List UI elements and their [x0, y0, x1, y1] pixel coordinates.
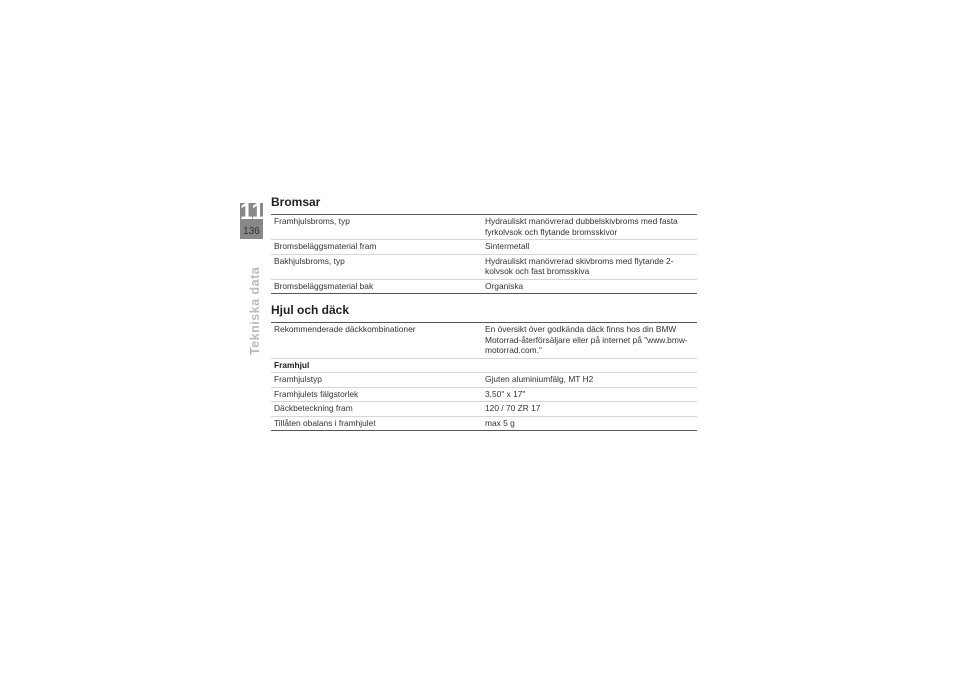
table-row [271, 416, 697, 431]
row-value: 120 / 70 ZR 17 [485, 403, 541, 413]
table-row [271, 239, 697, 254]
row-key: Framhjulsbroms, typ [274, 216, 350, 226]
section-title-brakes: Bromsar [271, 195, 321, 209]
row-value: En översikt över godkända däck finns hos din BMW Motorrad-återförsäljare eller på internet på "www.bmw-motorrad.com." [485, 324, 688, 355]
row-key: Bakhjulsbroms, typ [274, 255, 345, 266]
table-subheader [271, 358, 697, 373]
table-row [271, 215, 697, 239]
table-row [271, 387, 697, 402]
row-key: Framhjulstyp [274, 374, 322, 384]
row-key: Rekommenderade däckkombinationer [274, 324, 416, 334]
wheels-table [271, 322, 697, 431]
row-key: Däckbeteckning fram [274, 403, 353, 413]
table-row [271, 372, 697, 387]
row-value: Organiska [485, 280, 524, 291]
table-row [271, 323, 697, 358]
row-value: 3,50" x 17" [485, 388, 526, 399]
row-value: max 5 g [485, 417, 515, 428]
row-value: Gjuten aluminiumfälg, MT H2 [485, 374, 594, 384]
brakes-table [271, 214, 697, 294]
row-key: Bromsbeläggsmaterial bak [274, 280, 374, 291]
row-value: Hydrauliskt manövrerad dubbelskivbroms med fasta fyrkolvsok och flytande bromsskivor [485, 216, 678, 237]
row-value: Hydrauliskt manövrerad skivbroms med flytande 2-kolvsok och fast bromsskiva [485, 255, 674, 276]
table-row [271, 254, 697, 279]
section-title-wheels: Hjul och däck [271, 303, 350, 317]
row-value: Sintermetall [485, 241, 530, 251]
row-key: Bromsbeläggsmaterial fram [274, 241, 377, 251]
row-key: Tillåten obalans i framhjulet [274, 417, 376, 428]
content [271, 195, 697, 440]
chapter-number: 11 [240, 198, 265, 224]
row-key: Framhjulets fälgstorlek [274, 388, 359, 399]
page-number: 136 [243, 226, 260, 237]
row-value [485, 360, 697, 371]
chapter-title: Tekniska data [248, 266, 262, 355]
table-row [271, 401, 697, 416]
table-row [271, 279, 697, 294]
subheader-label: Framhjul [274, 359, 310, 370]
